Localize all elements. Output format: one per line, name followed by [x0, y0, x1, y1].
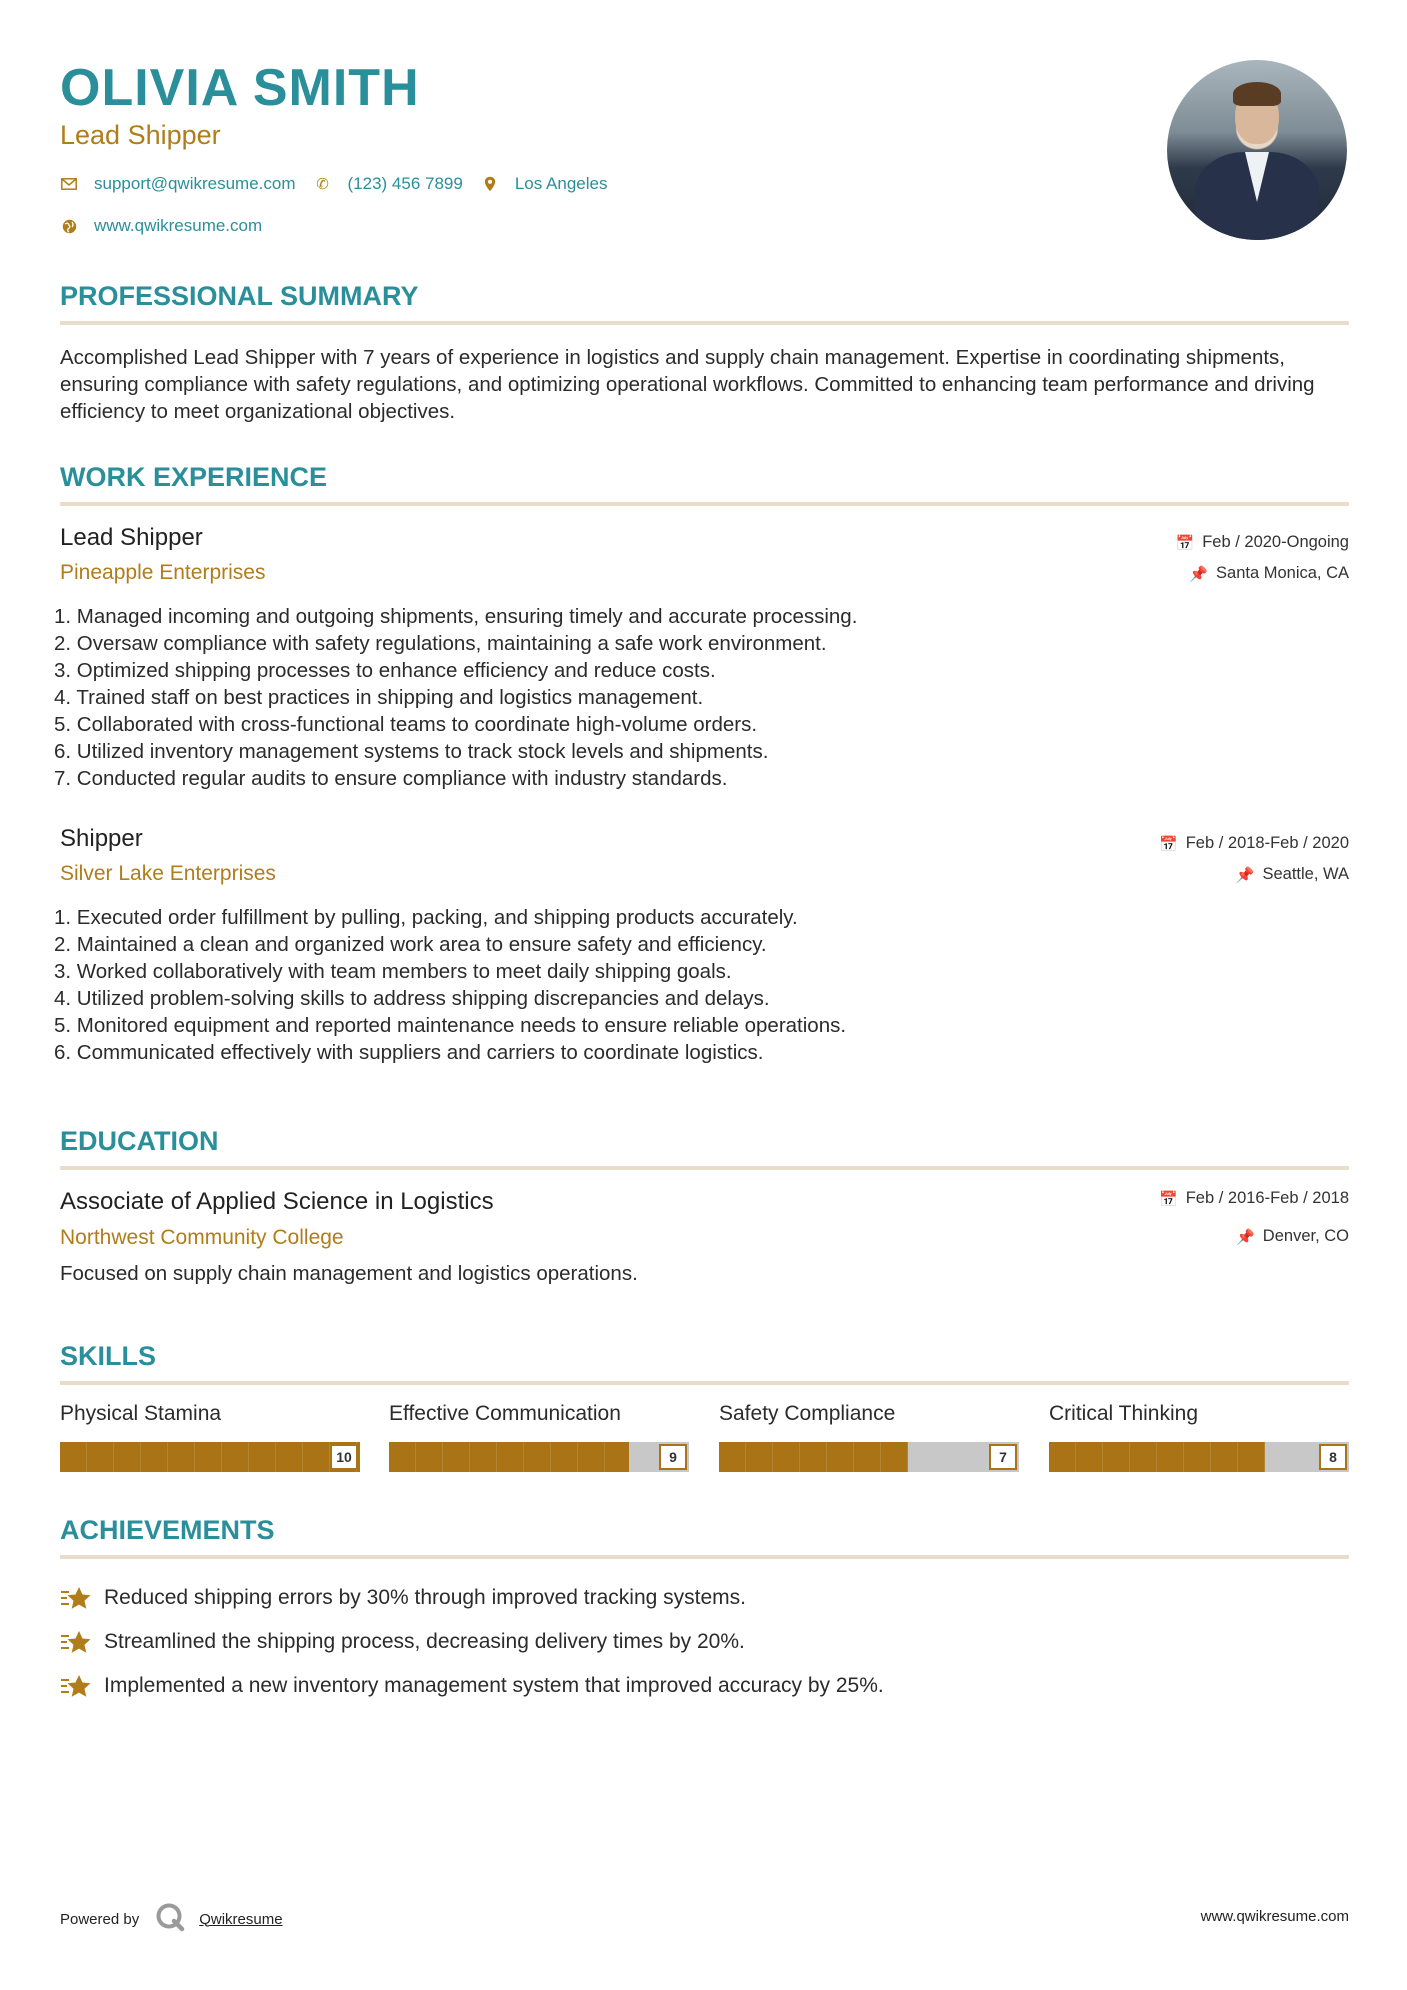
phone-link[interactable]: (123) 456 7899	[347, 174, 463, 193]
qwikresume-logo-icon	[155, 1902, 185, 1936]
email-link[interactable]: support@qwikresume.com	[94, 174, 296, 193]
section-divider	[60, 321, 1349, 325]
profile-photo	[1167, 60, 1347, 240]
list-item: 3. Worked collaboratively with team members to meet daily shipping goals.	[54, 960, 732, 983]
job-role: Lead Shipper	[60, 524, 203, 551]
website-link[interactable]: www.qwikresume.com	[94, 216, 263, 235]
section-divider	[60, 1381, 1349, 1385]
skill-name: Physical Stamina	[60, 1402, 222, 1425]
summary-text: Accomplished Lead Shipper with 7 years of experience in logistics and supply chain management. Expertise in coordinating shipments, ensuring compliance with safety regulations, and optimizing operational workflows. Committed to enhancing team performance and driving efficiency to meet organizational objectives.	[60, 346, 1315, 423]
skill-score: 8	[1319, 1444, 1347, 1470]
achievement-text: Streamlined the shipping process, decreasing delivery times by 20%.	[104, 1630, 745, 1653]
job-location-text: Santa Monica, CA	[1216, 564, 1349, 582]
achievement-text: Implemented a new inventory management system that improved accuracy by 25%.	[104, 1674, 884, 1697]
section-title-education: EDUCATION	[60, 1126, 219, 1156]
job-date-text: Feb / 2020-Ongoing	[1202, 533, 1349, 551]
skill-name: Safety Compliance	[719, 1402, 896, 1425]
footer-powered-by	[60, 1902, 283, 1936]
skill-bar	[719, 1442, 1019, 1472]
skill-score: 9	[659, 1444, 687, 1470]
section-title-skills: SKILLS	[60, 1341, 157, 1371]
skill-bar-fill	[389, 1442, 629, 1472]
skill-bar	[389, 1442, 689, 1472]
pushpin-icon: 📌	[1189, 565, 1209, 583]
star-icon	[60, 1672, 92, 1700]
list-item: 4. Trained staff on best practices in shipping and logistics management.	[54, 686, 704, 709]
job-company: Pineapple Enterprises	[60, 561, 266, 584]
skill-bar-fill	[1049, 1442, 1265, 1472]
job-date	[1159, 834, 1349, 853]
list-item	[60, 1576, 884, 1620]
skill-item	[1049, 1402, 1349, 1472]
education-date-text: Feb / 2016-Feb / 2018	[1185, 1189, 1349, 1207]
skill-item	[719, 1402, 1019, 1472]
list-item: 2. Maintained a clean and organized work area to ensure safety and efficiency.	[54, 933, 767, 956]
contact-row-website	[60, 216, 280, 236]
envelope-icon	[60, 178, 78, 190]
education-location	[1236, 1227, 1349, 1246]
skill-bar-fill	[60, 1442, 360, 1472]
job-bullets	[54, 603, 1343, 792]
skill-name: Effective Communication	[389, 1402, 621, 1425]
calendar-icon: 📅	[1175, 534, 1195, 552]
education-date	[1159, 1189, 1349, 1208]
phone-icon: ✆	[316, 176, 329, 193]
list-item: 1. Executed order fulfillment by pulling, packing, and shipping products accurately.	[54, 906, 798, 929]
pushpin-icon: 📌	[1235, 866, 1255, 884]
list-item: 5. Monitored equipment and reported maintenance needs to ensure reliable operations.	[54, 1014, 847, 1037]
section-divider	[60, 502, 1349, 506]
education-location-text: Denver, CO	[1262, 1227, 1349, 1245]
section-divider	[60, 1166, 1349, 1170]
star-icon	[60, 1628, 92, 1656]
job-location	[1236, 865, 1349, 884]
list-item	[60, 1620, 884, 1664]
pushpin-icon: 📌	[1236, 1228, 1255, 1246]
skill-bar	[60, 1442, 360, 1472]
list-item: 1. Managed incoming and outgoing shipments, ensuring timely and accurate processing.	[54, 605, 858, 628]
list-item: 4. Utilized problem-solving skills to address shipping discrepancies and delays.	[54, 987, 770, 1010]
qwikresume-link[interactable]: Qwikresume	[199, 1910, 283, 1928]
list-item	[60, 1664, 884, 1708]
calendar-icon: 📅	[1159, 835, 1178, 853]
globe-icon	[60, 219, 78, 234]
education-degree: Associate of Applied Science in Logistics	[60, 1188, 494, 1215]
contact-row	[60, 174, 625, 194]
list-item: 6. Utilized inventory management systems to track stock levels and shipments.	[54, 740, 769, 763]
job-role: Shipper	[60, 825, 143, 852]
job-location-text: Seattle, WA	[1262, 865, 1349, 883]
section-title-experience: WORK EXPERIENCE	[60, 462, 328, 492]
achievement-text: Reduced shipping errors by 30% through improved tracking systems.	[104, 1586, 746, 1609]
skill-bar	[1049, 1442, 1349, 1472]
job-bullets	[54, 904, 1343, 1066]
job-company: Silver Lake Enterprises	[60, 862, 276, 885]
job-date	[1176, 533, 1349, 552]
skill-score: 10	[330, 1444, 358, 1470]
section-title-achievements: ACHIEVEMENTS	[60, 1515, 275, 1545]
section-title-summary: PROFESSIONAL SUMMARY	[60, 281, 419, 311]
list-item: 2. Oversaw compliance with safety regulations, maintaining a safe work environment.	[54, 632, 827, 655]
map-pin-icon	[481, 176, 499, 192]
star-icon	[60, 1584, 92, 1612]
location-text: Los Angeles	[514, 174, 608, 193]
education-school: Northwest Community College	[60, 1226, 344, 1249]
skill-item	[60, 1402, 360, 1472]
footer-website[interactable]: www.qwikresume.com	[1200, 1908, 1349, 1925]
list-item: 5. Collaborated with cross-functional teams to coordinate high-volume orders.	[54, 713, 758, 736]
skill-score: 7	[989, 1444, 1017, 1470]
candidate-name: OLIVIA SMITH	[60, 59, 420, 117]
calendar-icon: 📅	[1159, 1190, 1178, 1208]
job-date-text: Feb / 2018-Feb / 2020	[1185, 834, 1349, 852]
achievements-list	[60, 1576, 884, 1708]
list-item: 6. Communicated effectively with suppliers and carriers to coordinate logistics.	[54, 1041, 764, 1064]
job-location	[1189, 564, 1349, 583]
resume-page	[54, 0, 1349, 1990]
candidate-title: Lead Shipper	[60, 120, 221, 150]
education-description: Focused on supply chain management and logistics operations.	[60, 1262, 638, 1285]
powered-by-label: Powered by	[60, 1910, 140, 1928]
skill-item	[389, 1402, 689, 1472]
skill-name: Critical Thinking	[1049, 1402, 1198, 1425]
section-divider	[60, 1555, 1349, 1559]
skill-bar-fill	[719, 1442, 908, 1472]
list-item: 7. Conducted regular audits to ensure compliance with industry standards.	[54, 767, 728, 790]
list-item: 3. Optimized shipping processes to enhance efficiency and reduce costs.	[54, 659, 716, 682]
